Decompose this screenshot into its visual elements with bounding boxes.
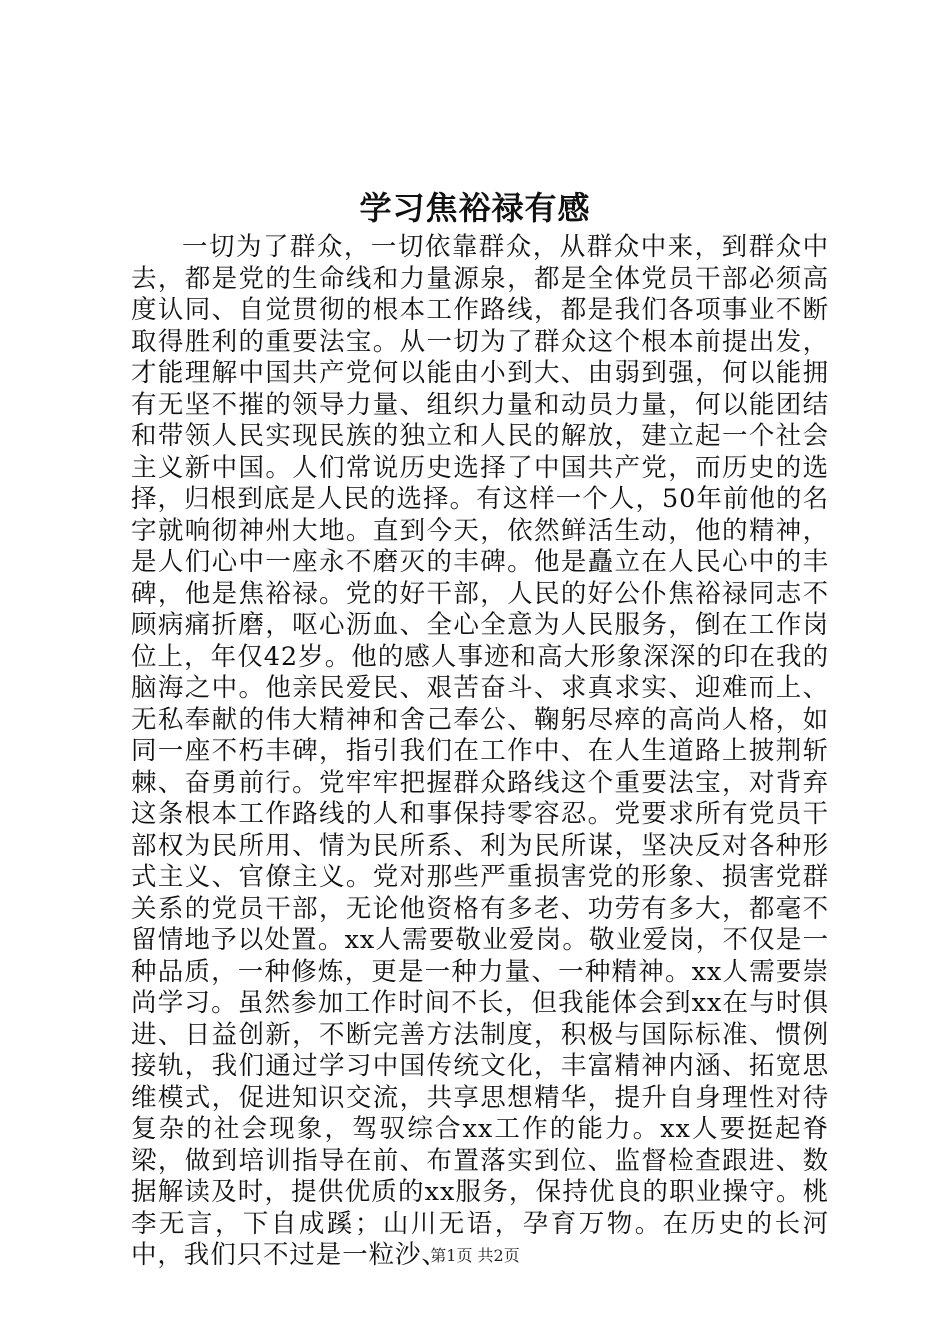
document-title: 学习焦裕禄有感	[359, 189, 591, 227]
page-number-footer: 第1页 共2页	[430, 1246, 520, 1265]
body-paragraph: 一切为了群众，一切依靠群众，从群众中来，到群众中去，都是党的生命线和力量源泉，都是全体党员干部必须高度认同、自觉贯彻的根本工作路线，都是我们各项事业不断取得胜利的重要法宝。从一切为了群众这个根本前提出发，才能理解中国共产党何以能由小到大、由弱到强，何以能拥有无坚不摧的领导力量、组织力量和动员力量，何以能团结和带领人民实现民族的独立和人民的解放，建立起一个社会主义新中国。人们常说历史选择了中国共产党，而历史的选择，归根到底是人民的选择。有这样一个人，50年前他的名字就响彻神州大地。直到今天，依然鲜活生动，他的精神，是人们心中一座永不磨灭的丰碑。他是矗立在人民心中的丰碑，他是焦裕禄。党的好干部，人民的好公仆焦裕禄同志不顾病痛折磨，呕心沥血、全心全意为人民服务，倒在工作岗位上，年仅42岁。他的感人事迹和高大形象深深的印在我的脑海之中。他亲民爱民、艰苦奋斗、求真求实、迎难而上、无私奉献的伟大精神和舍己奉公、鞠躬尽瘁的高尚人格，如同一座不朽丰碑，指引我们在工作中、在人生道路上披荆斩棘、奋勇前行。党牢牢把握群众路线这个重要法宝，对背弃这条根本工作路线的人和事保持零容忍。党要求所有党员干部权为民所用、情为民所系、利为民所谋，坚决反对各种形式主义、官僚主义。党对那些严重损害党的形象、损害党群关系的党员干部，无论他资格有多老、功劳有多大，都毫不留情地予以处置。xx人需要敬业爱岗。敬业爱岗，不仅是一种品质，一种修炼，更是一种力量、一种精神。xx人需要崇尚学习。虽然参加工作时间不长，但我能体会到xx在与时俱进、日益创新，不断完善方法制度，积极与国际标准、惯例接轨，我们通过学习中国传统文化，丰富精神内涵、拓宽思维模式，促进知识交流，共享思想精华，提升自身理性对待复杂的社会现象，驾驭综合xx工作的能力。xx人要挺起脊梁，做到培训指导在前、布置落实到位、监督检查跟进、数据解读及时，提供优质的xx服务，保持优良的职业操守。桃李无言，下自成蹊；山川无语，孕育万物。在历史的长河中，我们只不过是一粒沙、	[131, 232, 829, 1270]
